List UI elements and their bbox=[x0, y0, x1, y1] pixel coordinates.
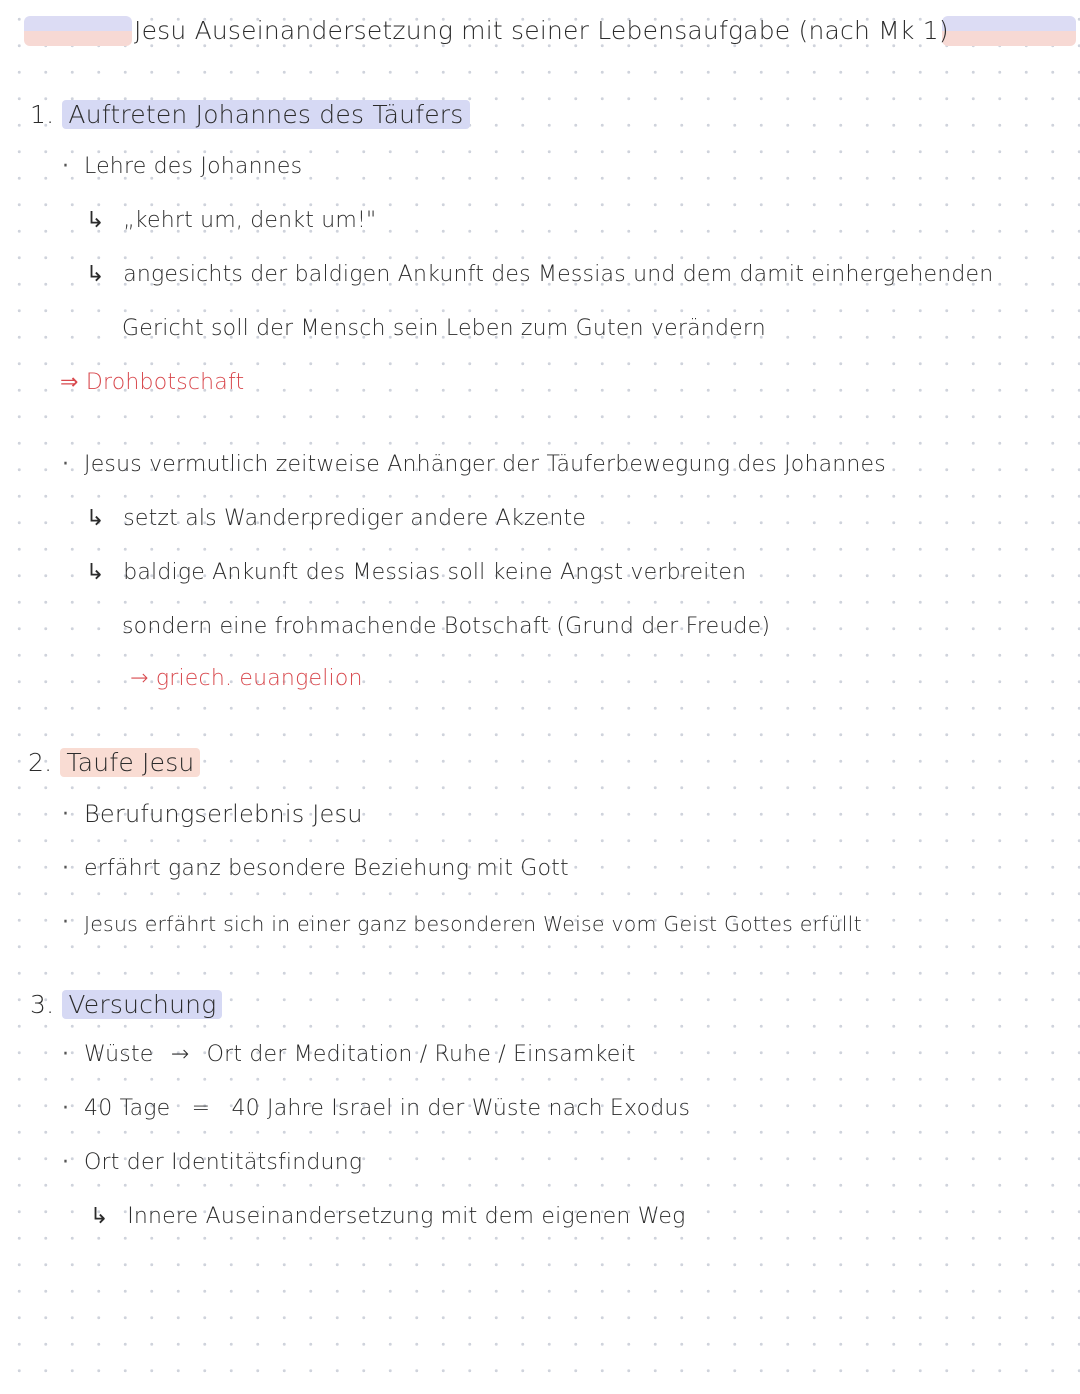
list-text: baldige Ankunft des Messias soll keine Angst verbreiten bbox=[123, 560, 747, 585]
bullet-dot: · bbox=[62, 154, 69, 179]
bullet-dot: · bbox=[62, 856, 69, 881]
section-number: 3. bbox=[30, 990, 55, 1019]
equals-sign: = bbox=[191, 1096, 211, 1121]
bullet-dot: · bbox=[62, 1096, 69, 1121]
section-3-heading bbox=[30, 990, 222, 1019]
list-item: Jesus vermutlich zeitweise Anhänger der Täuferbewegung des Johannes bbox=[84, 452, 886, 477]
list-text: setzt als Wanderprediger andere Akzente bbox=[123, 506, 587, 531]
sub-arrow-icon: ↳ bbox=[86, 208, 105, 233]
small-arrow-icon: → bbox=[130, 666, 149, 691]
bullet-dot: · bbox=[62, 1150, 69, 1175]
page-title: Jesu Auseinandersetzung mit seiner Lebensaufgabe (nach Mk 1) bbox=[134, 16, 949, 45]
small-arrow-icon: → bbox=[170, 1042, 190, 1067]
list-item bbox=[86, 262, 993, 287]
list-item: erfährt ganz besondere Beziehung mit Gott bbox=[84, 856, 569, 881]
section-2-heading bbox=[28, 748, 200, 777]
sub-arrow-icon: ↳ bbox=[86, 560, 105, 585]
bullet-dot: · bbox=[62, 910, 69, 935]
implies-icon: ⇒ bbox=[60, 370, 79, 395]
section-number: 1. bbox=[30, 100, 55, 129]
list-item: Lehre des Johannes bbox=[84, 154, 303, 179]
section-title: Taufe Jesu bbox=[60, 748, 200, 777]
bullet-dot: · bbox=[62, 452, 69, 477]
sub-arrow-icon: ↳ bbox=[86, 262, 105, 287]
list-item bbox=[86, 560, 746, 585]
list-item: Jesus erfährt sich in einer ganz besonderen Weise vom Geist Gottes erfüllt bbox=[84, 912, 862, 936]
list-item-continued: sondern eine frohmachende Botschaft (Grund der Freude) bbox=[122, 614, 771, 639]
conclusion-line bbox=[60, 370, 244, 395]
sub-arrow-icon: ↳ bbox=[90, 1204, 109, 1229]
list-item bbox=[86, 208, 376, 233]
greek-term: griech. euangelion bbox=[155, 666, 363, 691]
list-item-continued: Gericht soll der Mensch sein Leben zum Guten verändern bbox=[122, 316, 766, 341]
title-highlight-left bbox=[24, 16, 132, 46]
list-item bbox=[84, 1042, 636, 1067]
greek-term-line bbox=[130, 666, 363, 691]
list-text: 40 Jahre Israel in der Wüste nach Exodus bbox=[231, 1096, 691, 1121]
conclusion-text: Drohbotschaft bbox=[85, 370, 245, 395]
list-text: 40 Tage bbox=[84, 1096, 171, 1121]
section-title: Versuchung bbox=[62, 990, 222, 1019]
list-item bbox=[90, 1204, 686, 1229]
list-item bbox=[84, 1096, 690, 1121]
list-text: Wüste bbox=[84, 1042, 154, 1067]
list-item bbox=[86, 506, 586, 531]
bullet-dot: · bbox=[62, 1042, 69, 1067]
sub-arrow-icon: ↳ bbox=[86, 506, 105, 531]
list-item: Ort der Identitätsfindung bbox=[84, 1150, 363, 1175]
title-highlight-right bbox=[942, 16, 1076, 46]
list-text: angesichts der baldigen Ankunft des Messias und dem damit einhergehenden bbox=[123, 262, 994, 287]
section-title: Auftreten Johannes des Täufers bbox=[62, 100, 469, 129]
section-number: 2. bbox=[28, 748, 53, 777]
section-1-heading bbox=[30, 100, 470, 129]
list-text: Innere Auseinandersetzung mit dem eigenen Weg bbox=[127, 1204, 686, 1229]
list-text: Ort der Meditation / Ruhe / Einsamkeit bbox=[206, 1042, 636, 1067]
list-item: Berufungserlebnis Jesu bbox=[84, 800, 363, 828]
bullet-dot: · bbox=[62, 802, 69, 827]
quote-text: „kehrt um, denkt um!" bbox=[123, 208, 377, 233]
